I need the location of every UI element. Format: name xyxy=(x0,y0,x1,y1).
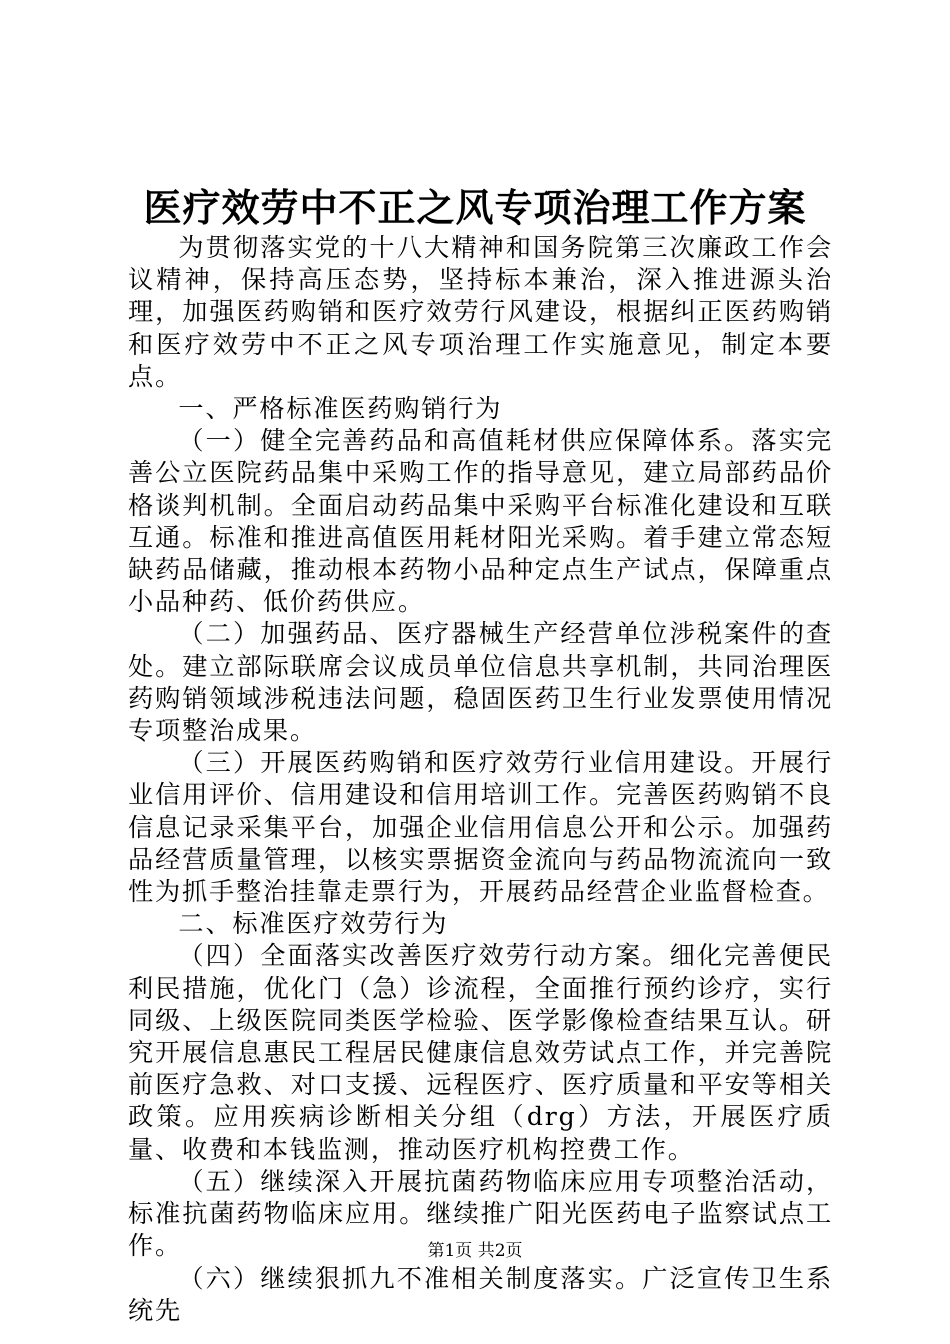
paragraph-item-6: （六）继续狠抓九不准相关制度落实。广泛宣传卫生系统先 xyxy=(128,1263,833,1325)
page-footer: 第1页 共2页 xyxy=(427,1241,523,1261)
paragraph-item-1: （一）健全完善药品和高值耗材供应保障体系。落实完善公立医院药品集中采购工作的指导意见，建立局部药品价格谈判机制。全面启动药品集中采购平台标准化建设和互联互通。标准和推进高值医用耗材阳光采购。着手建立常态短缺药品储藏，推动根本药物小品种定点生产试点，保障重点小品种药、低价药供应。 xyxy=(128,426,833,617)
page-title: 医疗效劳中不正之风专项治理工作方案 xyxy=(143,185,807,230)
section-heading-2: 二、标准医疗效劳行为 xyxy=(178,909,449,939)
paragraph-item-4: （四）全面落实改善医疗效劳行动方案。细化完善便民利民措施，优化门（急）诊流程，全面推行预约诊疗，实行同级、上级医院同类医学检验、医学影像检查结果互认。研究开展信息惠民工程居民健康信息效劳试点工作，并完善院前医疗急救、对口支援、远程医疗、医疗质量和平安等相关政策。应用疾病诊断相关分组（drg）方法，开展医疗质量、收费和本钱监测，推动医疗机构控费工作。 xyxy=(128,941,833,1164)
section-heading-1: 一、严格标准医药购销行为 xyxy=(178,394,503,424)
paragraph-item-5: （五）继续深入开展抗菌药物临床应用专项整治活动，标准抗菌药物临床应用。继续推广阳光医药电子监察试点工作。 xyxy=(128,1166,833,1261)
document-body xyxy=(128,232,833,1327)
paragraph-item-3: （三）开展医药购销和医疗效劳行业信用建设。开展行业信用评价、信用建设和信用培训工作。完善医药购销不良信息记录采集平台，加强企业信用信息公开和公示。加强药品经营质量管理，以核实票据资金流向与药品物流流向一致性为抓手整治挂靠走票行为，开展药品经营企业监督检查。 xyxy=(128,748,833,907)
paragraph-intro: 为贯彻落实党的十八大精神和国务院第三次廉政工作会议精神，保持高压态势，坚持标本兼治，深入推进源头治理，加强医药购销和医疗效劳行风建设，根据纠正医药购销和医疗效劳中不正之风专项治理工作实施意见，制定本要点。 xyxy=(128,233,833,391)
paragraph-item-2: （二）加强药品、医疗器械生产经营单位涉税案件的查处。建立部际联席会议成员单位信息共享机制，共同治理医药购销领域涉税违法问题，稳固医药卫生行业发票使用情况专项整治成果。 xyxy=(128,619,833,746)
